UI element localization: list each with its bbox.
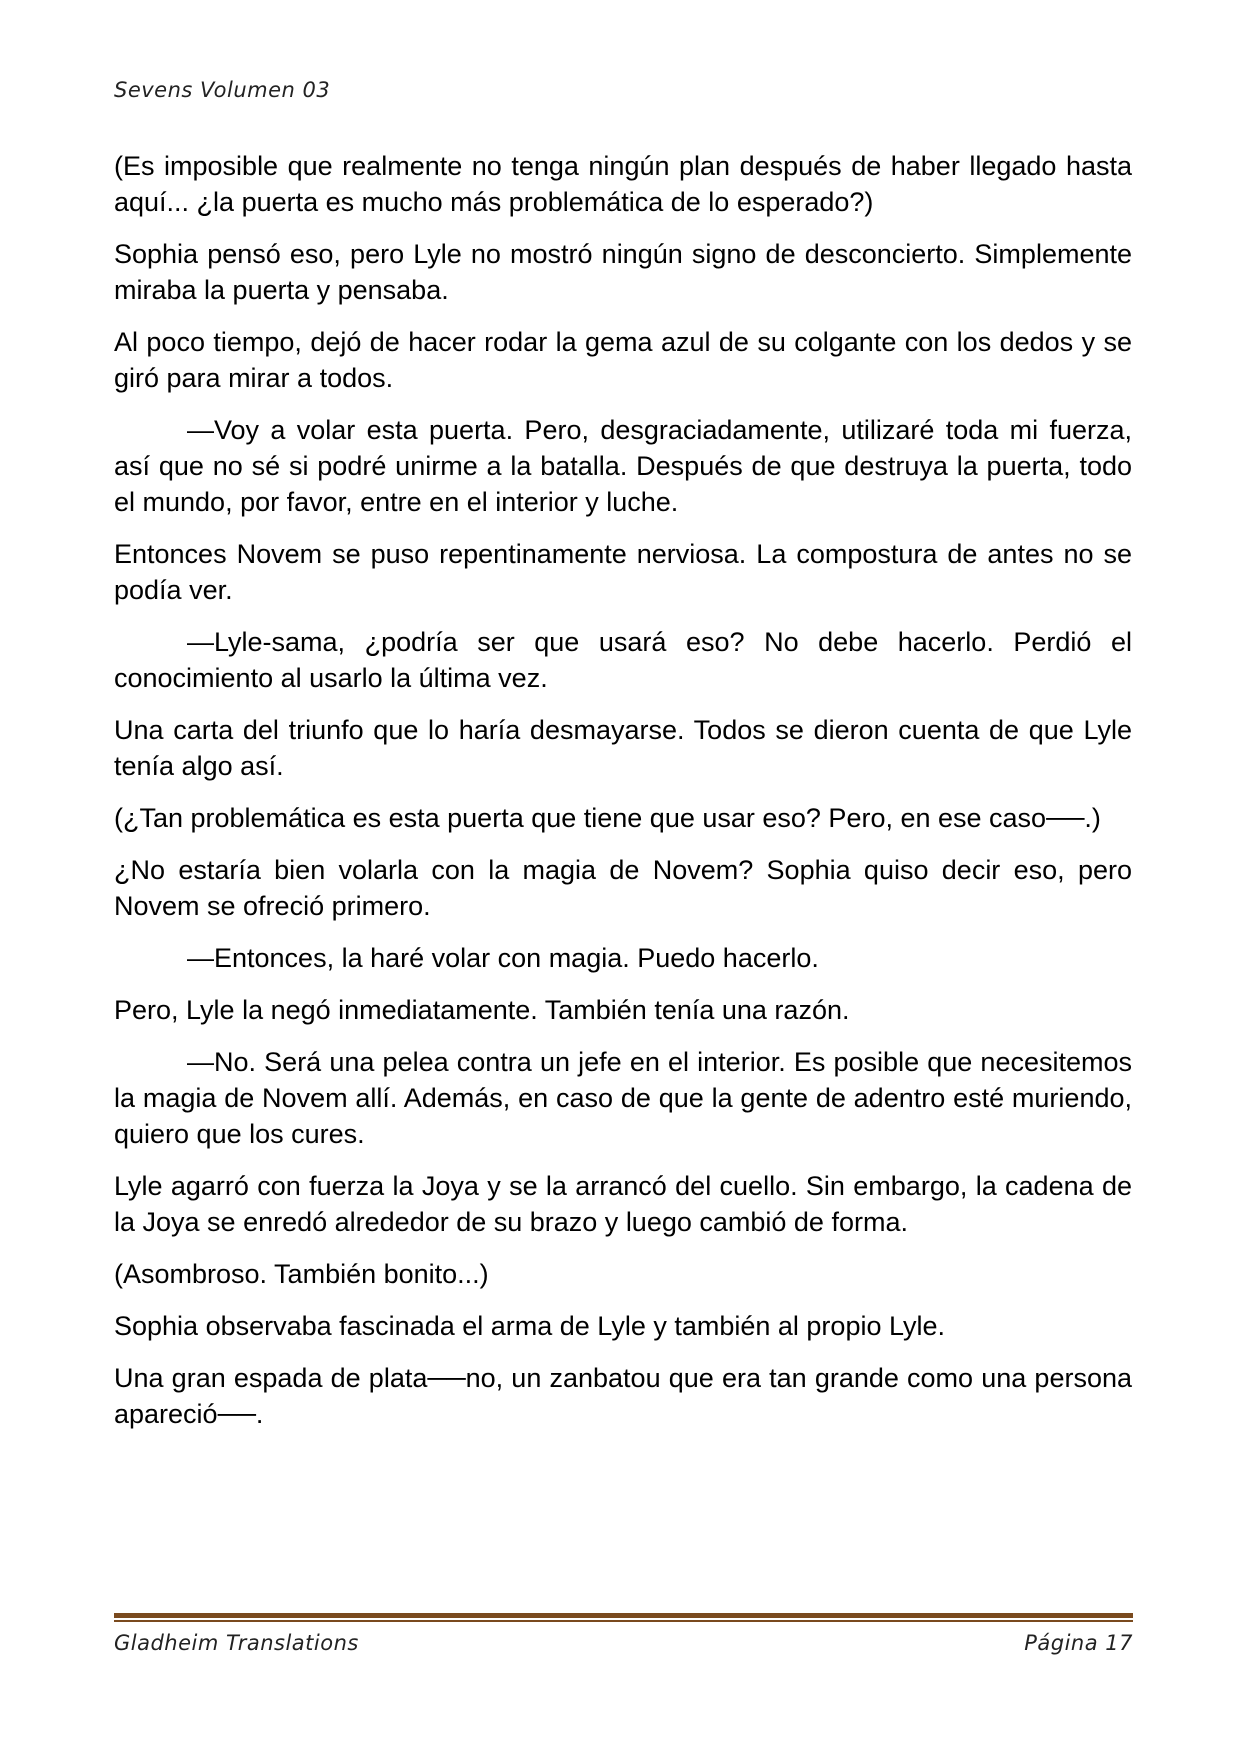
- paragraph: (¿Tan problemática es esta puerta que tiene que usar eso? Pero, en ese caso──.): [114, 803, 1101, 833]
- paragraph: Una carta del triunfo que lo haría desmayarse. Todos se dieron cuenta de que Lyle tenía algo así.: [114, 715, 1132, 781]
- dialogue-paragraph: —Voy a volar esta puerta. Pero, desgraciadamente, utilizaré toda mi fuerza, así que no sé si podré unirme a la batalla. Después de que destruya la puerta, todo el mundo, por favor, entre en el interior y luche.: [114, 415, 1132, 517]
- body-text: [114, 148, 1132, 1448]
- paragraph: Sophia pensó eso, pero Lyle no mostró ningún signo de desconcierto. Simplemente miraba la puerta y pensaba.: [114, 239, 1132, 305]
- running-header: Sevens Volumen 03: [114, 78, 331, 102]
- footer-rule-thin: [114, 1620, 1133, 1622]
- paragraph: Al poco tiempo, dejó de hacer rodar la gema azul de su colgante con los dedos y se giró para mirar a todos.: [114, 327, 1132, 393]
- footer-credit: Gladheim Translations: [114, 1631, 359, 1655]
- dialogue-paragraph: —Lyle-sama, ¿podría ser que usará eso? No debe hacerlo. Perdió el conocimiento al usarlo la última vez.: [114, 627, 1132, 693]
- paragraph: ¿No estaría bien volarla con la magia de Novem? Sophia quiso decir eso, pero Novem se ofreció primero.: [114, 855, 1132, 921]
- paragraph: Pero, Lyle la negó inmediatamente. También tenía una razón.: [114, 995, 850, 1025]
- paragraph: Entonces Novem se puso repentinamente nerviosa. La compostura de antes no se podía ver.: [114, 539, 1132, 605]
- paragraph: (Es imposible que realmente no tenga ningún plan después de haber llegado hasta aquí... ¿la puerta es mucho más problemática de lo esperado?): [114, 151, 1132, 217]
- page-number: Página 17: [1024, 1631, 1133, 1655]
- paragraph: Lyle agarró con fuerza la Joya y se la arrancó del cuello. Sin embargo, la cadena de la Joya se enredó alrededor de su brazo y luego cambió de forma.: [114, 1171, 1132, 1237]
- paragraph: Sophia observaba fascinada el arma de Lyle y también al propio Lyle.: [114, 1311, 946, 1341]
- dialogue-paragraph: —No. Será una pelea contra un jefe en el interior. Es posible que necesitemos la magia de Novem allí. Además, en caso de que la gente de adentro esté muriendo, quiero que los cures.: [114, 1047, 1132, 1149]
- paragraph: (Asombroso. También bonito...): [114, 1259, 489, 1289]
- dialogue-paragraph: —Entonces, la haré volar con magia. Puedo hacerlo.: [187, 943, 819, 973]
- paragraph: Una gran espada de plata──no, un zanbatou que era tan grande como una persona apareció──.: [114, 1363, 1132, 1429]
- footer-rule-thick: [114, 1613, 1133, 1618]
- footer-rule: [114, 1613, 1133, 1622]
